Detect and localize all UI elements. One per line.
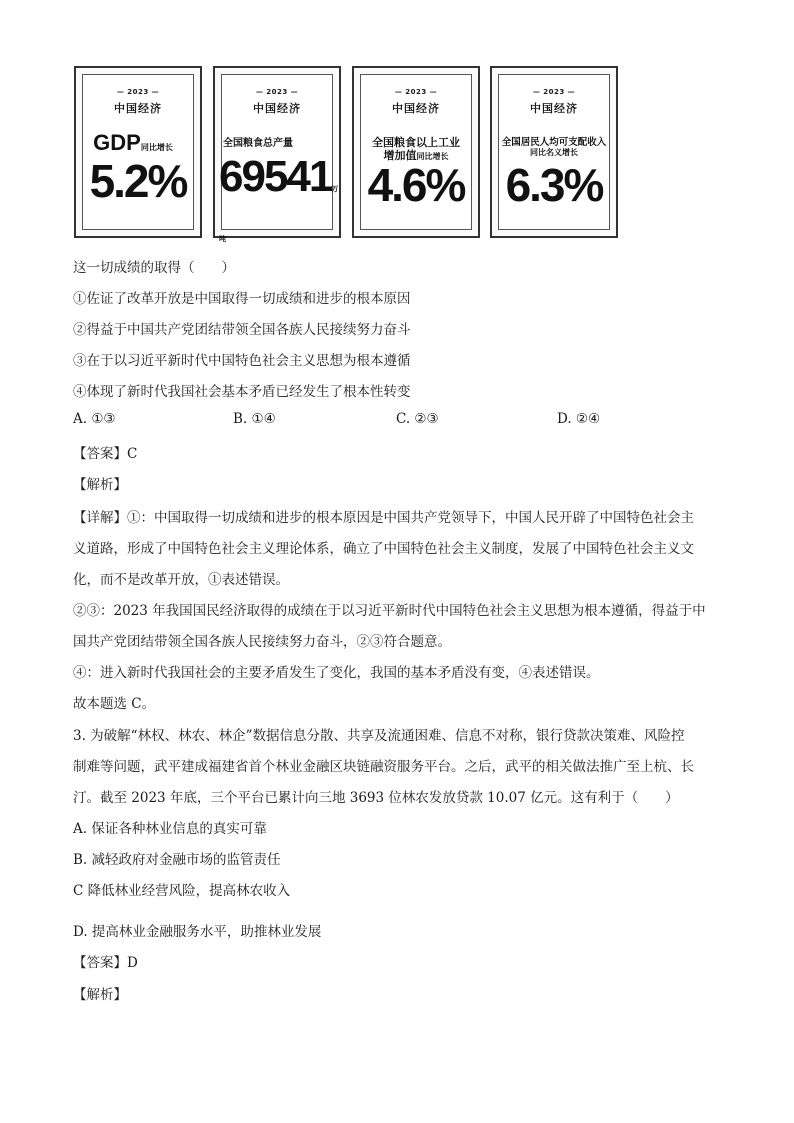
detail-line: 国共产党团结带领全国各族人民接续努力奋斗，②③符合题意。 (73, 634, 451, 650)
label-line2: 增加值 (383, 149, 417, 162)
option-c: C. ②③ (396, 411, 439, 427)
gdp-label: GDP (93, 130, 141, 155)
growth-label: 同比增长 (140, 143, 173, 152)
detail-line: 义道路，形成了中国特色社会主义理论体系，确立了中国特色社会主义制度，发展了中国特色社会主义文 (73, 541, 694, 557)
card-brand: 中国经济 (114, 102, 162, 115)
card-value: 4.6% (367, 159, 465, 211)
answer-line: 【答案】C (73, 446, 138, 462)
industrial-card (352, 66, 480, 238)
growth-label: 同比增长 (416, 152, 449, 161)
economy-cards (74, 66, 618, 242)
card-brand: 中国经济 (530, 102, 578, 115)
grain-output-card (213, 66, 341, 243)
card-value (219, 152, 339, 252)
card-label: 全国粮食以上工业 (372, 136, 460, 149)
detail-line: 故本题选 C。 (73, 696, 156, 712)
q3-analysis-label: 【解析】 (73, 987, 127, 1003)
detail-line: ②③：2023 年我国国民经济取得的成绩在于以习近平新时代中国特色社会主义思想为根本遵循，得益于中 (73, 603, 706, 619)
q3-option-b: B. 减轻政府对金融市场的监管责任 (73, 852, 281, 868)
card-value: 5.2% (89, 155, 187, 207)
card-label (66, 130, 200, 156)
card-label: 全国居民人均可支配收入 (501, 137, 607, 148)
card-label-line2: 同比名义增长 (530, 148, 578, 157)
card-year: — 2023 — (116, 88, 160, 96)
card-brand: 中国经济 (392, 102, 440, 115)
detail-line: 【详解】①：中国取得一切成绩和进步的根本原因是中国共产党领导下，中国人民开辟了中国特色社会主 (73, 510, 694, 526)
option-b: B. ①④ (233, 411, 276, 427)
question-stem: 这一切成绩的取得（ ） (73, 260, 235, 276)
statement-1: ①佐证了改革开放是中国取得一切成绩和进步的根本原因 (73, 291, 411, 307)
q3-option-c: C 降低林业经营风险，提高林农收入 (73, 883, 291, 899)
q3-option-a: A. 保证各种林业信息的真实可靠 (73, 821, 267, 837)
option-a: A. ①③ (73, 411, 116, 427)
card-year: — 2023 — (394, 88, 438, 96)
statement-4: ④体现了新时代我国社会基本矛盾已经发生了根本性转变 (73, 384, 411, 400)
q3-stem-line: 3. 为破解“林权、林农、林企”数据信息分散、共享及流通困难、信息不对称，银行贷款决策难、风险控 (73, 728, 685, 744)
q3-answer-line: 【答案】D (73, 955, 138, 971)
card-brand: 中国经济 (253, 102, 301, 115)
card-value: 6.3% (505, 159, 603, 211)
value-unit: 万吨 (219, 185, 339, 243)
statement-2: ②得益于中国共产党团结带领全国各族人民接续努力奋斗 (73, 322, 411, 338)
q3-stem-line: 汀。截至 2023 年底，三个平台已累计向三地 3693 位林农发放贷款 10.07 亿元。这有利于（ ） (73, 790, 679, 806)
option-d: D. ②④ (557, 411, 601, 427)
q3-stem-line: 制难等问题，武平建成福建省首个林业金融区块链融资服务平台。之后，武平的相关做法推广至上杭、长 (73, 759, 694, 775)
detail-line: 化，而不是改革开放，①表述错误。 (73, 572, 289, 588)
income-card (490, 66, 618, 238)
card-label: 全国粮食总产量 (223, 138, 293, 149)
card-year: — 2023 — (255, 88, 299, 96)
detail-line: ④：进入新时代我国社会的主要矛盾发生了变化，我国的基本矛盾没有变，④表述错误。 (73, 665, 600, 681)
card-year: — 2023 — (532, 88, 576, 96)
q3-option-d: D. 提高林业金融服务水平，助推林业发展 (73, 924, 322, 940)
value-number: 69541 (219, 152, 332, 201)
analysis-label: 【解析】 (73, 477, 127, 493)
statement-3: ③在于以习近平新时代中国特色社会主义思想为根本遵循 (73, 353, 411, 369)
gdp-card (74, 66, 202, 238)
